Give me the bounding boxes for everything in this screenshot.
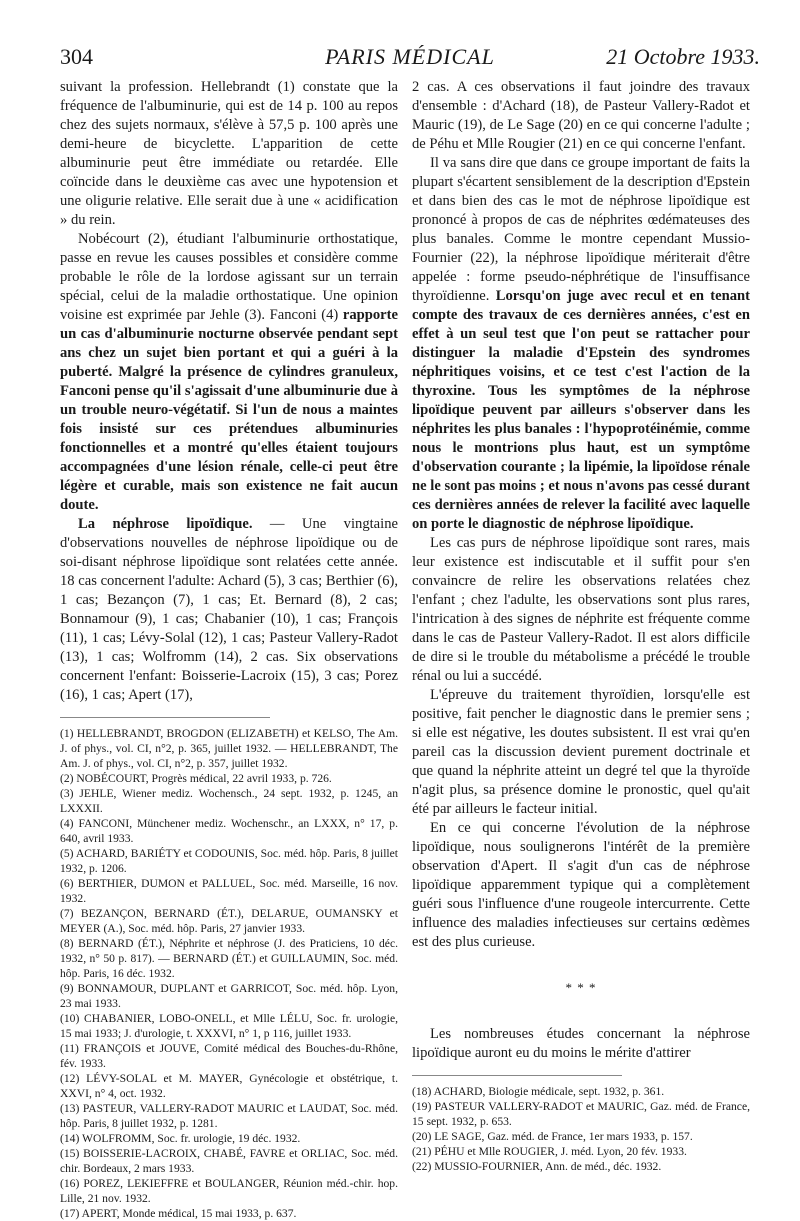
footnote: (11) FRANÇOIS et JOUVE, Comité médical des Bouches-du-Rhône, fév. 1933. <box>60 1042 398 1070</box>
paragraph-text: Nobécourt (2), étudiant l'albuminurie orthostatique, passe en revue les causes possibles et considère comme probable le rôle de la lordose agissant sur un terrain spécial, celui de la maladie orthostatique. Une opinion voisine est exprimée par Jehle (3). Fanconi (4) <box>60 231 398 323</box>
footnote: (21) PÉHU et Mlle ROUGIER, J. méd. Lyon, 20 fév. 1933. <box>412 1145 687 1158</box>
footnote-rule <box>412 1075 622 1076</box>
page-header <box>60 44 760 74</box>
paragraph: suivant la profession. Hellebrandt (1) constate que la fréquence de l'albuminurie, qui est de 14 p. 100 au repos chez des sujets normaux, s'élève à 57,5 p. 100 après une demi-heure de bicyclette. L'apparition de cette albuminurie peut être immédiate ou retardée. Elle coïncide dans le deuxième cas avec une hypotension et une oligurie relative. Elle serait due à une « acidification » du rein. <box>60 79 398 228</box>
footnote: (15) BOISSERIE-LACROIX, CHABÉ, FAVRE et ORLIAC, Soc. méd. chir. Bordeaux, 2 mars 1933. <box>60 1147 398 1175</box>
footnote: (2) NOBÉCOURT, Progrès médical, 22 avril 1933, p. 726. <box>60 772 332 785</box>
journal-title: PARIS MÉDICAL <box>325 44 495 69</box>
footnote: (7) BEZANÇON, BERNARD (ÉT.), DELARUE, OUMANSKY et MEYER (A.), Soc. méd. hôp. Paris, 27 janvier 1933. <box>60 907 398 935</box>
paragraph-text: Lorsqu'on juge avec recul et en tenant compte des travaux de ces dernières années, c'est en effet à un seul test que l'on peut se rattacher pour distinguer la maladie d'Epstein des syndromes néphritiques voisins, et ce test c'est l'action de la thyroxine. Tous les symptômes de la néphrose lipoïdique peuvent par ailleurs s'observer dans les néphrites les plus banales : l'hypoprotéinémie, comme nous le montrions plus haut, est un symptôme d'observation courante ; la lipémie, la lipoïdose rénale ne le sont pas moins ; et nous n'avons pas cessé durant ces dernières années de relever la facilité avec laquelle on porte le diagnostic de néphrose lipoïdique. <box>412 288 751 532</box>
footnotes-left <box>60 726 398 1221</box>
footnote: (3) JEHLE, Wiener mediz. Wochensch., 24 sept. 1932, p. 1245, an LXXXII. <box>60 787 398 815</box>
paragraph: Les nombreuses études concernant la néphrose lipoïdique auront eu du moins le mérite d'attirer <box>412 1026 750 1061</box>
paragraph <box>60 515 398 705</box>
footnote: (4) FANCONI, Münchener mediz. Wochenschr., an LXXX, n° 17, p. 640, avril 1933. <box>60 817 398 845</box>
footnote: (6) BERTHIER, DUMON et PALLUEL, Soc. méd. Marseille, 16 nov. 1932. <box>60 877 398 905</box>
section-title: La néphrose lipoïdique. <box>78 516 253 532</box>
section-separator: * * * <box>565 980 597 995</box>
right-column <box>412 78 750 1174</box>
footnote: (8) BERNARD (ÉT.), Néphrite et néphrose (J. des Praticiens, 10 déc. 1932, n° 50 p. 817). — BERNARD (ÉT.) et GUILLAUMIN, Soc. méd. hôp. Paris, 16 déc. 1932. <box>60 937 398 980</box>
footnotes-right <box>412 1084 750 1174</box>
footnote: (9) BONNAMOUR, DUPLANT et GARRICOT, Soc. méd. hôp. Lyon, 23 mai 1933. <box>60 982 398 1010</box>
footnote: (5) ACHARD, BARIÉTY et CODOUNIS, Soc. méd. hôp. Paris, 8 juillet 1932, p. 1206. <box>60 847 398 875</box>
paragraph <box>60 230 398 515</box>
paragraph-text: Il va sans dire que dans ce groupe important de faits la plupart s'écartent sensiblement de la description d'Epstein et dans bien des cas le mot de néphrose lipoïdique est prononcé à propos de cas de néphrites œdémateuses des plus banales. Comme le montre cependant Mussio-Fournier (22), la néphrose lipoïdique mériterait d'être appelée : forme pseudo-néphrétique de l'insuffisance thyroïdienne. <box>412 155 750 304</box>
paragraph: 2 cas. A ces observations il faut joindre des travaux d'ensemble : d'Achard (18), de Pasteur Vallery-Radot et Mauric (19), de Le Sage (20) en ce qui concerne l'adulte ; de Péhu et Mlle Rougier (21) en ce qui concerne l'enfant. <box>412 79 750 152</box>
footnote: (20) LE SAGE, Gaz. méd. de France, 1er mars 1933, p. 157. <box>412 1130 693 1143</box>
paragraph <box>412 154 750 534</box>
footnote: (12) LÉVY-SOLAL et M. MAYER, Gynécologie et obstétrique, t. XXVI, n° 4, oct. 1932. <box>60 1072 398 1100</box>
footnote: (19) PASTEUR VALLERY-RADOT et MAURIC, Gaz. méd. de France, 15 sept. 1932, p. 653. <box>412 1100 750 1128</box>
paragraph: Les cas purs de néphrose lipoïdique sont rares, mais leur existence est indiscutable et il suffit pour s'en convaincre de relire les observations relatées chez l'enfant ; chez l'adulte, les observations sont plus rares, l'intrication à des signes de néphrite est fréquente comme dans le cas de Pasteur Vallery-Radot. Il est alors difficile de dire si le trouble du métabolisme a précédé le trouble rénal ou lui a succédé. <box>412 535 750 684</box>
footnote: (14) WOLFROMM, Soc. fr. urologie, 19 déc. 1932. <box>60 1132 301 1145</box>
footnote: (18) ACHARD, Biologie médicale, sept. 1932, p. 361. <box>412 1085 665 1098</box>
left-column <box>60 78 398 1221</box>
footnote: (13) PASTEUR, VALLERY-RADOT MAURIC et LAUDAT, Soc. méd. hôp. Paris, 8 juillet 1932, p. 1281. <box>60 1102 398 1130</box>
footnote: (1) HELLEBRANDT, BROGDON (ELIZABETH) et KELSO, The Am. J. of phys., vol. CI, n°2, p. 365, juillet 1932. — HELLEBRANDT, The Am. J. of phys., vol. CI, n°2, p. 357, juillet 1932. <box>60 727 398 770</box>
paragraph: L'épreuve du traitement thyroïdien, lorsqu'elle est positive, fait pencher le diagnostic dans le premier sens ; si elle est négative, les doutes subsistent. Il est vrai qu'en pareil cas la discussion devient purement doctrinale et que quand la néphrite atteint un degré tel que la thyroïde n'agit plus, sa présence domine le pronostic, quel qu'ait été par ailleurs le facteur initial. <box>412 687 750 817</box>
page-number: 304 <box>60 44 93 69</box>
paragraph-text: — Une vingtaine d'observations nouvelles de néphrose lipoïdique ou de soi-disant néphrose lipoïdique sont relatées cette année. 18 cas concernent l'adulte: Achard (5), 3 cas; Berthier (6), 1 cas; Bezançon (7), 1 cas; Et. Bernard (8), 2 cas; Bonnamour (9), 1 cas; Chabanier (10), 1 cas; François (11), 1 cas; Lévy-Solal (12), 1 cas; Pasteur Vallery-Radot (13), 1 cas; Wolfromm (14), 2 cas. Six observations concernent l'enfant: Boisserie-Lacroix (15), 3 cas; Porez (16), 1 cas; Apert (17), <box>60 516 398 703</box>
paragraph: En ce qui concerne l'évolution de la néphrose lipoïdique, nous soulignerons l'intérêt de la première observation d'Apert. Il s'agit d'un cas de néphrose lipoïdique apparemment typique qui a complètement guéri sous l'influence d'une rougeole intercurrente. Cette influence des maladies infectieuses sur certains œdèmes est des plus curieuse. <box>412 820 750 950</box>
footnote-rule <box>60 717 270 718</box>
footnote: (22) MUSSIO-FOURNIER, Ann. de méd., déc. 1932. <box>412 1160 662 1173</box>
paragraph-text: rapporte un cas d'albuminurie nocturne observée pendant sept ans chez un sujet bien portant et qui a guéri à la puberté. Malgré la présence de cylindres granuleux, Fanconi pense qu'il s'agissait d'une albuminurie due à un trouble neuro-végétatif. Si l'un de nous a maintes fois insisté sur ces prétendues albuminuries fonctionnelles et a montré qu'elles étaient toujours accompagnées d'une lésion rénale, celle-ci peut être légère et curable, mais son existence ne fait aucun doute. <box>60 307 398 513</box>
footnote: (16) POREZ, LEKIEFFRE et BOULANGER, Réunion méd.-chir. hop. Lille, 21 nov. 1932. <box>60 1177 398 1205</box>
footnote: (10) CHABANIER, LOBO-ONELL, et Mlle LÉLU, Soc. fr. urologie, 15 mai 1933; J. d'urologie, t. XXXVI, n° 1, p 116, juillet 1933. <box>60 1012 398 1040</box>
issue-date: 21 Octobre 1933. <box>606 44 760 69</box>
footnote: (17) APERT, Monde médical, 15 mai 1933, p. 637. <box>60 1207 297 1220</box>
